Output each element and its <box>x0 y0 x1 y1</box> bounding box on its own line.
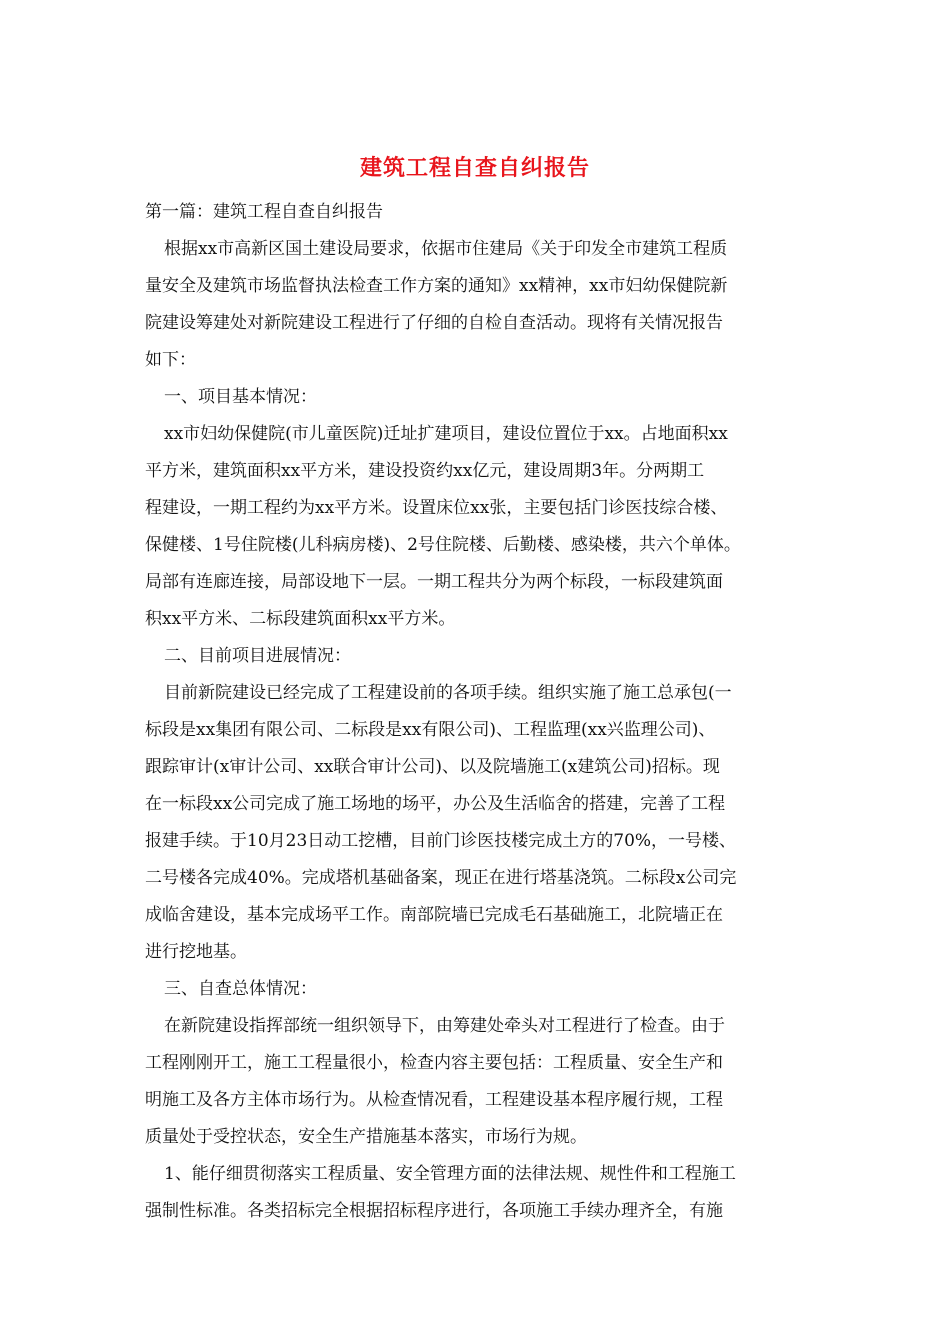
paragraph-line: 工程刚刚开工，施工工程量很小，检查内容主要包括：工程质量、安全生产和 <box>145 1053 723 1073</box>
subsection-heading: 三、自查总体情况： <box>164 979 317 999</box>
section-heading: 第一篇：建筑工程自查自纠报告 <box>145 202 383 222</box>
paragraph-line: xx市妇幼保健院(市儿童医院)迁址扩建项目，建设位置位于xx。占地面积xx <box>164 424 728 444</box>
paragraph-line: 跟踪审计(x审计公司、xx联合审计公司)、以及院墙施工(x建筑公司)招标。现 <box>145 757 720 777</box>
paragraph-line: 强制性标准。各类招标完全根据招标程序进行，各项施工手续办理齐全，有施 <box>145 1201 723 1221</box>
document-title: 建筑工程自查自纠报告 <box>359 155 590 181</box>
paragraph-line: 质量处于受控状态，安全生产措施基本落实，市场行为规。 <box>145 1127 587 1147</box>
subsection-heading: 二、目前项目进展情况： <box>164 646 351 666</box>
paragraph-line: 在新院建设指挥部统一组织领导下，由筹建处牵头对工程进行了检查。由于 <box>164 1016 725 1036</box>
paragraph-line: 二号楼各完成40%。完成塔机基础备案，现正在进行塔基浇筑。二标段x公司完 <box>145 868 737 888</box>
paragraph-line: 程建设，一期工程约为xx平方米。设置床位xx张，主要包括门诊医技综合楼、 <box>145 498 728 518</box>
paragraph-line: 1、能仔细贯彻落实工程质量、安全管理方面的法律法规、规性件和工程施工 <box>164 1164 736 1184</box>
paragraph-line: 院建设筹建处对新院建设工程进行了仔细的自检自查活动。现将有关情况报告 <box>145 313 723 333</box>
paragraph-line: 目前新院建设已经完成了工程建设前的各项手续。组织实施了施工总承包(一 <box>164 683 732 703</box>
paragraph-line: 进行挖地基。 <box>145 942 247 962</box>
paragraph-line: 报建手续。于10月23日动工挖槽，目前门诊医技楼完成土方的70%，一号楼、 <box>145 831 737 851</box>
paragraph-line: 量安全及建筑市场监督执法检查工作方案的通知》xx精神，xx市妇幼保健院新 <box>145 276 728 296</box>
paragraph-line: 积xx平方米、二标段建筑面积xx平方米。 <box>145 609 456 629</box>
paragraph-line: 标段是xx集团有限公司、二标段是xx有限公司)、工程监理(xx兴监理公司)、 <box>145 720 716 740</box>
paragraph-line: 明施工及各方主体市场行为。从检查情况看，工程建设基本程序履行规，工程 <box>145 1090 723 1110</box>
paragraph-line: 成临舍建设，基本完成场平工作。南部院墙已完成毛石基础施工，北院墙正在 <box>145 905 723 925</box>
paragraph-line: 在一标段xx公司完成了施工场地的场平，办公及生活临舍的搭建，完善了工程 <box>145 794 726 814</box>
paragraph-line: 根据xx市高新区国土建设局要求，依据市住建局《关于印发全市建筑工程质 <box>164 239 728 259</box>
subsection-heading: 一、项目基本情况： <box>164 387 317 407</box>
paragraph-line: 如下： <box>145 350 196 370</box>
document-body <box>145 194 825 1230</box>
paragraph-line: 平方米，建筑面积xx平方米，建设投资约xx亿元，建设周期3年。分两期工 <box>145 461 705 481</box>
paragraph-line: 局部有连廊连接，局部设地下一层。一期工程共分为两个标段，一标段建筑面 <box>145 572 723 592</box>
paragraph-line: 保健楼、1号住院楼(儿科病房楼)、2号住院楼、后勤楼、感染楼，共六个单体。 <box>145 535 741 555</box>
